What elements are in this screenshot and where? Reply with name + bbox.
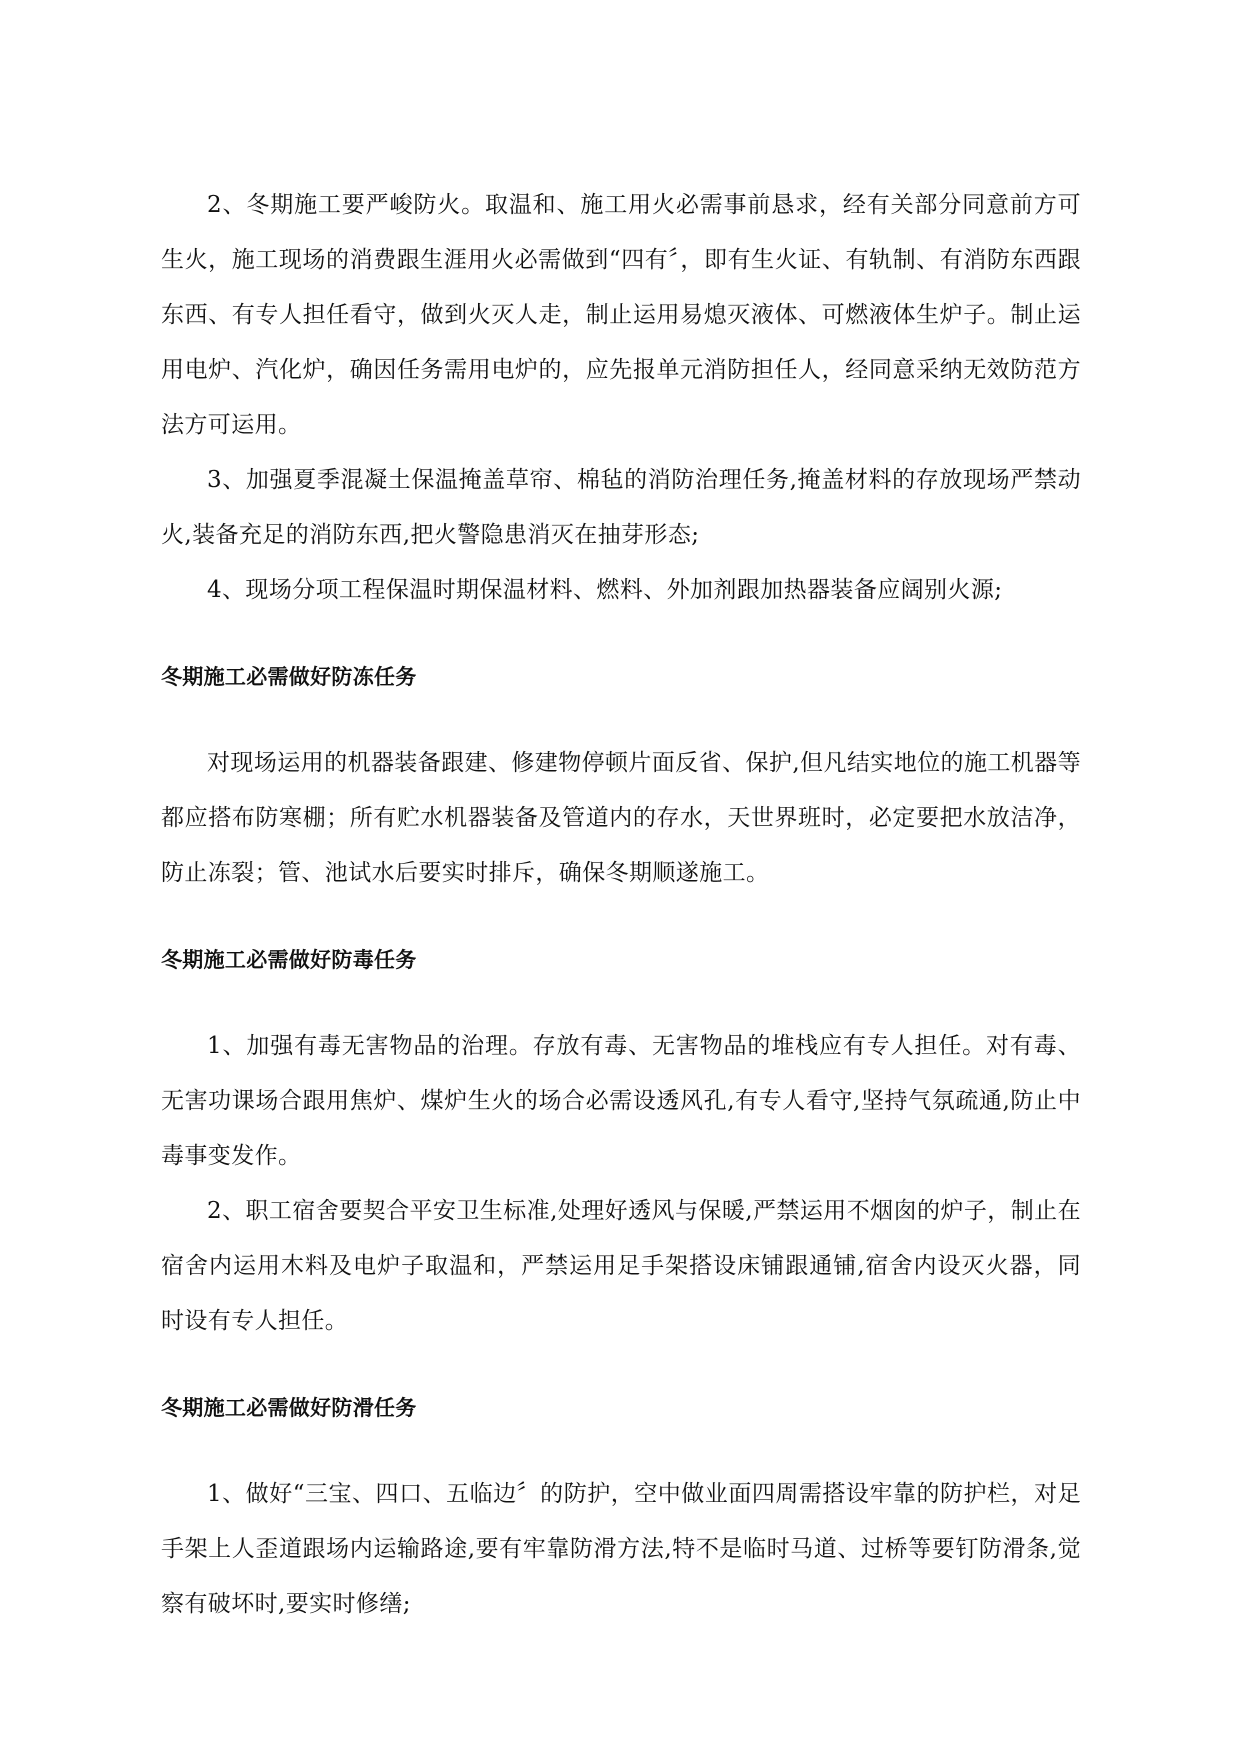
paragraph-antifreeze: 对现场运用的机器装备跟建、修建物停顿片面反省、保护,但凡结实地位的施工机器等都应搭布防寒棚；所有贮水机器装备及管道内的存水，天世界班时，必定要把水放洁净，防止冻裂；管、池试水后要实时排斥，确保冬期顺遂施工。 (161, 750, 1081, 886)
paragraph-heat-source-distance: 4、现场分项工程保温时期保温材料、燃料、外加剂跟加热器装备应阔别火源; (207, 577, 1003, 603)
paragraph-insulation-fire-management: 3、加强夏季混凝土保温掩盖草帘、棉毡的消防治理任务,掩盖材料的存放现场严禁动火,装备充足的消防东西,把火警隐患消灭在抽芽形态; (161, 467, 1081, 548)
section-heading-antifreeze: 冬期施工必需做好防冻任务 (161, 665, 417, 689)
paragraph-antipoison-1: 1、加强有毒无害物品的治理。存放有毒、无害物品的堆栈应有专人担任。对有毒、无害功课场合跟用焦炉、煤炉生火的场合必需设透风孔,有专人看守,坚持气氛疏通,防止中毒事变发作。 (161, 1033, 1081, 1169)
section-heading-antislip: 冬期施工必需做好防滑任务 (161, 1396, 417, 1420)
paragraph-antipoison-2: 2、职工宿舍要契合平安卫生标准,处理好透风与保暖,严禁运用不烟囱的炉子，制止在宿舍内运用木料及电炉子取温和，严禁运用足手架搭设床铺跟通铺,宿舍内设灭火器，同时设有专人担任。 (161, 1198, 1081, 1334)
section-heading-antipoison: 冬期施工必需做好防毒任务 (161, 948, 417, 972)
paragraph-antislip-1: 1、做好“三宝、四口、五临边〞的防护，空中做业面四周需搭设牢靠的防护栏，对足手架上人歪道跟场内运输路途,要有牢靠防滑方法,特不是临时马道、过桥等要钉防滑条,觉察有破坏时,要实时修缮; (161, 1481, 1081, 1617)
document-page (161, 178, 1081, 1632)
paragraph-fire-prevention: 2、冬期施工要严峻防火。取温和、施工用火必需事前恳求，经有关部分同意前方可生火，施工现场的消费跟生涯用火必需做到“四有〞，即有生火证、有轨制、有消防东西跟东西、有专人担任看守，做到火灭人走，制止运用易熄灭液体、可燃液体生炉子。制止运用电炉、汽化炉，确因任务需用电炉的，应先报单元消防担任人，经同意采纳无效防范方法方可运用。 (161, 192, 1081, 438)
